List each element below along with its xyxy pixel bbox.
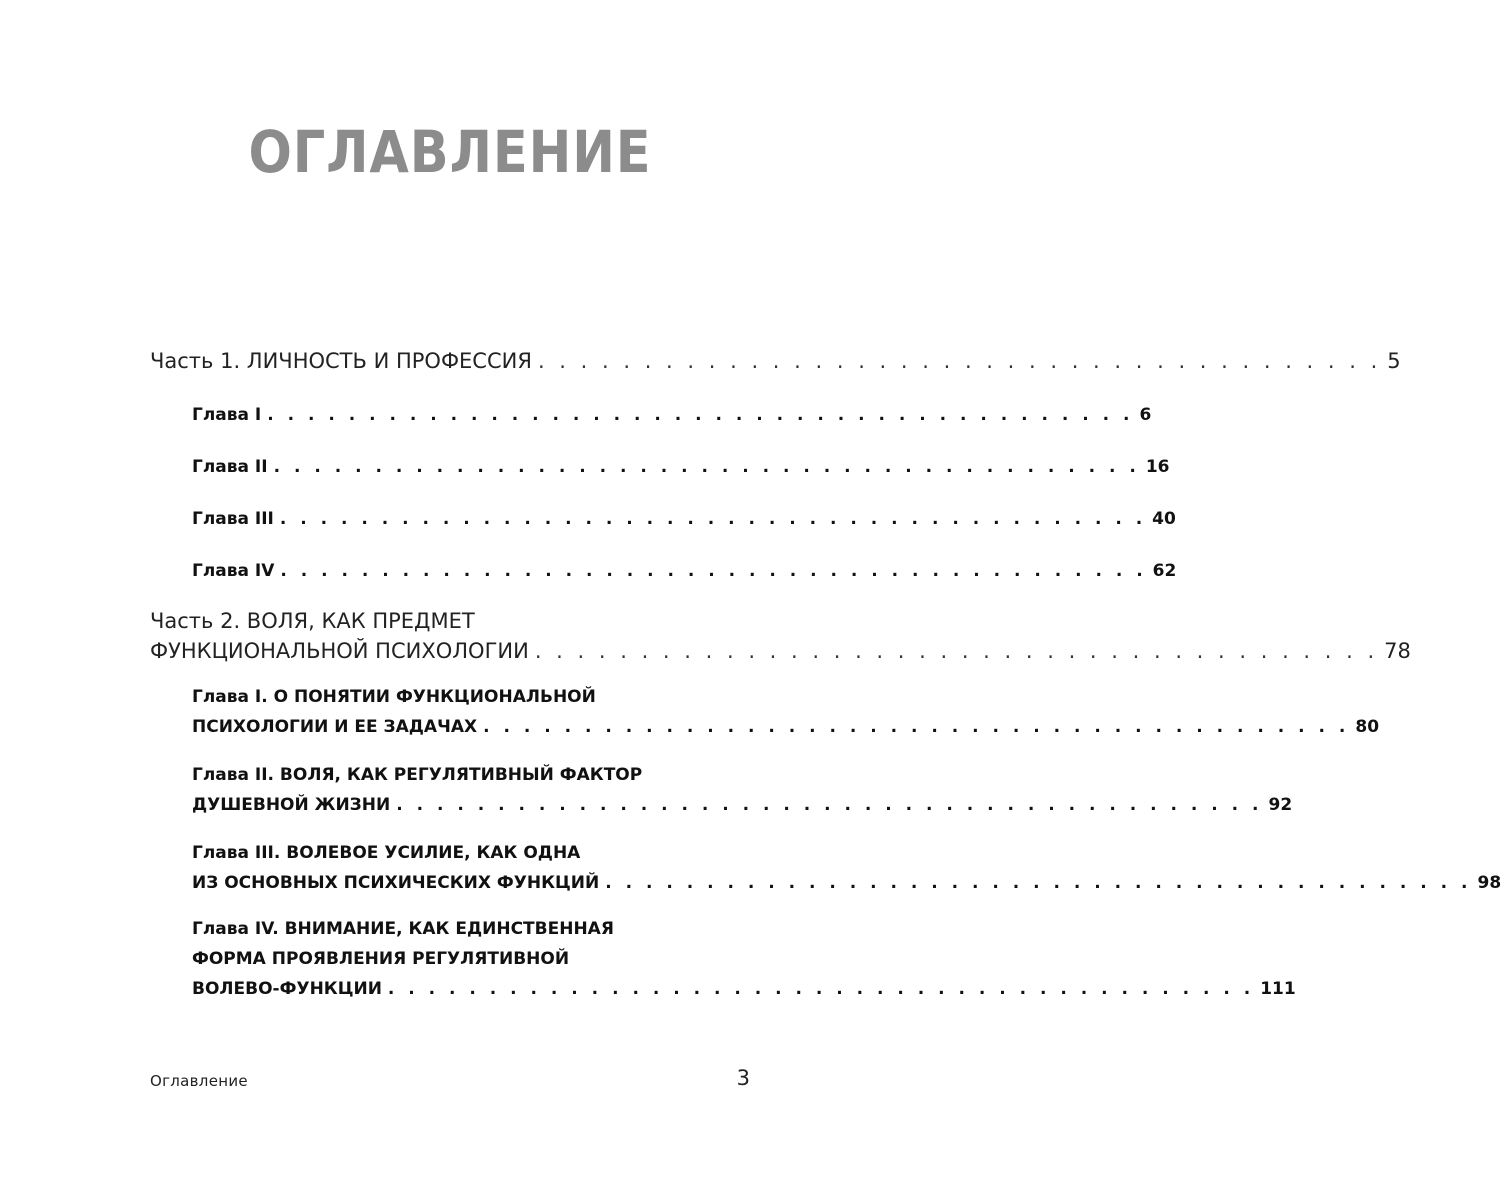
toc-part-2-label-line1: Часть 2. ВОЛЯ, КАК ПРЕДМЕТ	[150, 609, 475, 633]
toc-chapter-label-line2: ДУШЕВНОЙ ЖИЗНИ	[192, 795, 391, 815]
toc-part-2-page: 78	[1384, 639, 1411, 663]
toc-chapter-page: 62	[1152, 561, 1177, 581]
toc-chapter-page: 80	[1355, 717, 1380, 737]
toc-chapter	[192, 838, 1501, 898]
toc-chapter-label-line1: Глава I. О ПОНЯТИИ ФУНКЦИОНАЛЬНОЙ	[192, 687, 596, 707]
toc-chapter	[192, 556, 1177, 586]
dot-leader: . . . . . . . . . . . . . . . . . . . . . . . . . . . . . . . . . . . . . . . .	[534, 639, 1379, 663]
toc-chapter-page: 6	[1139, 405, 1152, 425]
page-title: ОГЛАВЛЕНИЕ	[248, 118, 652, 186]
toc-chapter	[192, 452, 1170, 482]
toc-chapter-label-line2: ИЗ ОСНОВНЫХ ПСИХИЧЕСКИХ ФУНКЦИЙ	[192, 873, 600, 893]
toc-part-2-label-line2: ФУНКЦИОНАЛЬНОЙ ПСИХОЛОГИИ	[150, 639, 529, 663]
dot-leader: . . . . . . . . . . . . . . . . . . . . . . . . . . . . . . . . . . . . . . . . . . .	[396, 795, 1263, 815]
toc-chapter-page: 92	[1268, 795, 1293, 815]
toc-chapter	[192, 400, 1152, 430]
dot-leader: . . . . . . . . . . . . . . . . . . . . . . . . . . . . . . . . . . . . . . . . . . .	[483, 717, 1350, 737]
toc-chapter-label-line1: Глава III. ВОЛЕВОЕ УСИЛИЕ, КАК ОДНА	[192, 843, 581, 863]
dot-leader: . . . . . . . . . . . . . . . . . . . . . . . . . . . . . . . . . . . . . . . .	[537, 349, 1382, 373]
toc-part-1-page: 5	[1387, 349, 1401, 373]
toc-part-1-label: Часть 1. ЛИЧНОСТЬ И ПРОФЕССИЯ	[150, 349, 532, 373]
toc-chapter-label-line2: ПСИХОЛОГИИ И ЕЕ ЗАДАЧАХ	[192, 717, 478, 737]
toc-chapter-page: 111	[1260, 979, 1296, 999]
toc-chapter	[192, 504, 1176, 534]
toc-chapter-label-line3: ВОЛЕВО-ФУНКЦИИ	[192, 979, 382, 999]
dot-leader: . . . . . . . . . . . . . . . . . . . . . . . . . . . . . . . . . . . . . . . . . . .	[279, 509, 1147, 529]
toc-part-1	[150, 346, 1401, 376]
toc-chapter-label: Глава III	[192, 509, 274, 529]
toc-chapter-label: Глава IV	[192, 561, 275, 581]
toc-chapter	[192, 914, 1296, 1004]
dot-leader: . . . . . . . . . . . . . . . . . . . . . . . . . . . . . . . . . . . . . . . . . . .	[267, 405, 1134, 425]
toc-chapter-label-line2: ФОРМА ПРОЯВЛЕНИЯ РЕГУЛЯТИВНОЙ	[192, 949, 570, 969]
toc-chapter-label-line1: Глава IV. ВНИМАНИЕ, КАК ЕДИНСТВЕННАЯ	[192, 919, 614, 939]
page-number: 3	[736, 1066, 750, 1090]
dot-leader: . . . . . . . . . . . . . . . . . . . . . . . . . . . . . . . . . . . . . . . . . . .	[273, 457, 1140, 477]
toc-chapter-page: 98	[1477, 873, 1501, 893]
toc-chapter-label-line1: Глава II. ВОЛЯ, КАК РЕГУЛЯТИВНЫЙ ФАКТОР	[192, 765, 643, 785]
toc-chapter-page: 40	[1152, 509, 1176, 529]
dot-leader: . . . . . . . . . . . . . . . . . . . . . . . . . . . . . . . . . . . . . . . . . . .	[280, 561, 1147, 581]
toc-chapter-label: Глава II	[192, 457, 268, 477]
dot-leader: . . . . . . . . . . . . . . . . . . . . . . . . . . . . . . . . . . . . . . . . . . .	[387, 979, 1255, 999]
toc-chapter-label: Глава I	[192, 405, 262, 425]
toc-chapter-page: 16	[1145, 457, 1170, 477]
toc-chapter	[192, 760, 1293, 820]
toc-part-2	[150, 606, 1411, 666]
dot-leader: . . . . . . . . . . . . . . . . . . . . . . . . . . . . . . . . . . . . . . . . . . .	[605, 873, 1472, 893]
toc-chapter	[192, 682, 1380, 742]
running-footer-section: Оглавление	[150, 1072, 248, 1090]
